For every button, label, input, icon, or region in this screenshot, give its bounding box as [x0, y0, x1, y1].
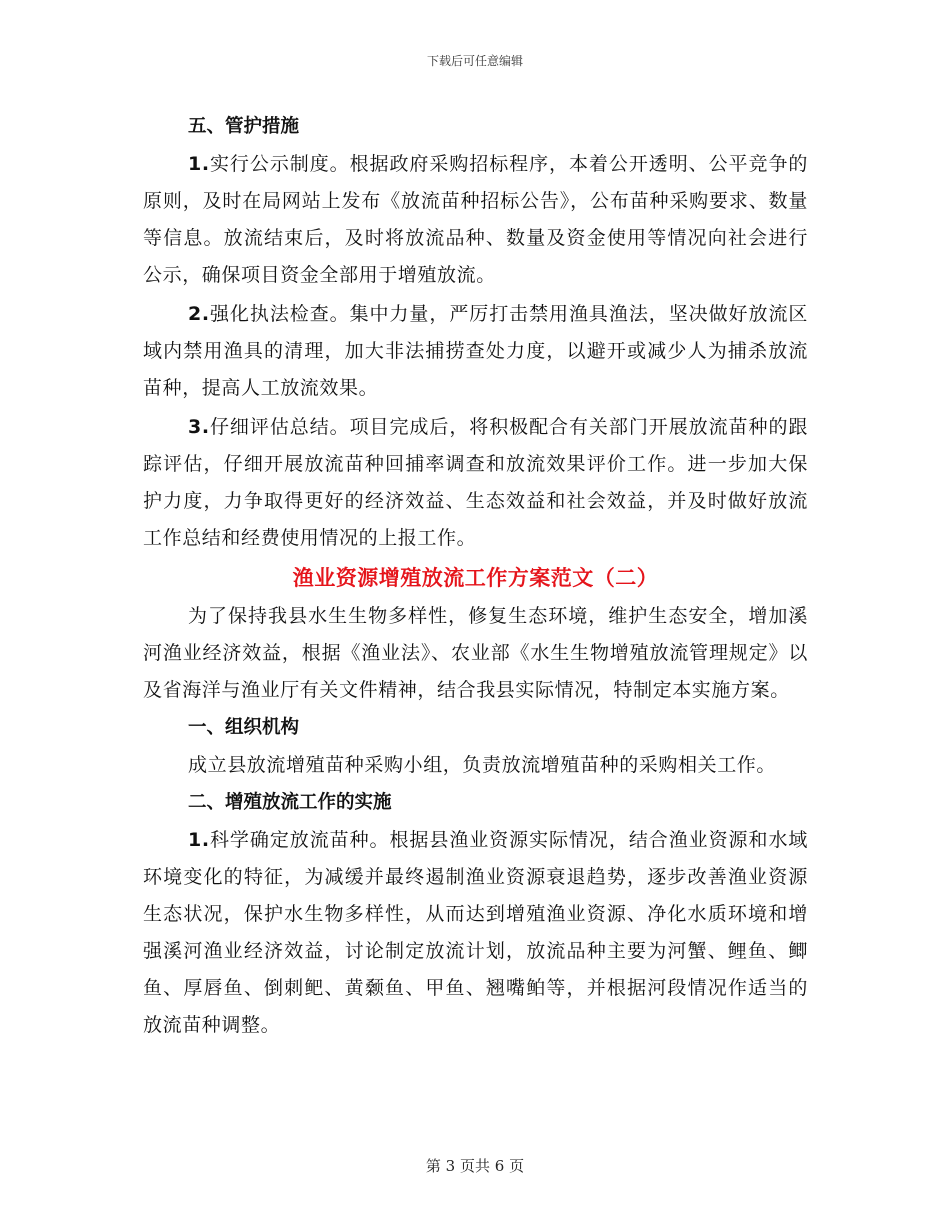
- item-text: 仔细评估总结。项目完成后，将积极配合有关部门开展放流苗种的跟踪评估，仔细开展放流苗种回捕率调查和放流效果评价工作。进一步加大保护力度，力争取得更好的经济效益、生态效益和社会效益，并及时做好放流工作总结和经费使用情况的上报工作。: [143, 416, 808, 549]
- page-header-note: 下载后可任意编辑: [426, 54, 523, 68]
- item-text: 实行公示制度。根据政府采购招标程序，本着公开透明、公平竞争的原则，及时在局网站上发布《放流苗种招标公告》，公布苗种采购要求、数量等信息。放流结束后，及时将放流品种、数量及资金使用等情况向社会进行公示，确保项目资金全部用于增殖放流。: [143, 153, 808, 286]
- section-heading: 一、组织机构: [188, 717, 300, 738]
- item-text: 科学确定放流苗种。根据县渔业资源实际情况，结合渔业资源和水域环境变化的特征，为减缓并最终遏制渔业资源衰退趋势，逐步改善渔业资源生态状况，保护水生物多样性，从而达到增殖渔业资源、净化水质环境和增强溪河渔业经济效益，讨论制定放流计划，放流品种主要为河蟹、鲤鱼、鲫鱼、厚唇鱼、倒刺鲃、黄颡鱼、甲鱼、翘嘴鲌等，并根据河段情况作适当的放流苗种调整。: [143, 829, 808, 1036]
- item-number: 2.: [188, 303, 210, 325]
- document-body: [143, 108, 808, 1044]
- item-number: 3.: [188, 416, 210, 438]
- item-number: 1.: [188, 153, 210, 175]
- paragraph: [143, 146, 808, 294]
- item-number: 1.: [188, 829, 210, 851]
- paragraph: [143, 409, 808, 557]
- section-heading: 二、增殖放流工作的实施: [188, 792, 392, 813]
- intro-paragraph: 为了保持我县水生生物多样性，修复生态环境，维护生态安全，增加溪河渔业经济效益，根据《渔业法》、农业部《水生生物增殖放流管理规定》以及省海洋与渔业厅有关文件精神，结合我县实际情况，特制定本实施方案。: [143, 605, 808, 701]
- document-title: 渔业资源增殖放流工作方案范文（二）: [292, 566, 659, 590]
- page-footer-number: 第 3 页共 6 页: [425, 1157, 525, 1175]
- paragraph: 成立县放流增殖苗种采购小组，负责放流增殖苗种的采购相关工作。: [188, 754, 777, 776]
- item-text: 强化执法检查。集中力量，严厉打击禁用渔具渔法，坚决做好放流区域内禁用渔具的清理，加大非法捕捞查处力度，以避开或减少人为捕杀放流苗种，提高人工放流效果。: [143, 303, 808, 399]
- paragraph: [143, 822, 808, 1044]
- paragraph: [143, 296, 808, 407]
- section-heading: 五、管护措施: [188, 116, 300, 137]
